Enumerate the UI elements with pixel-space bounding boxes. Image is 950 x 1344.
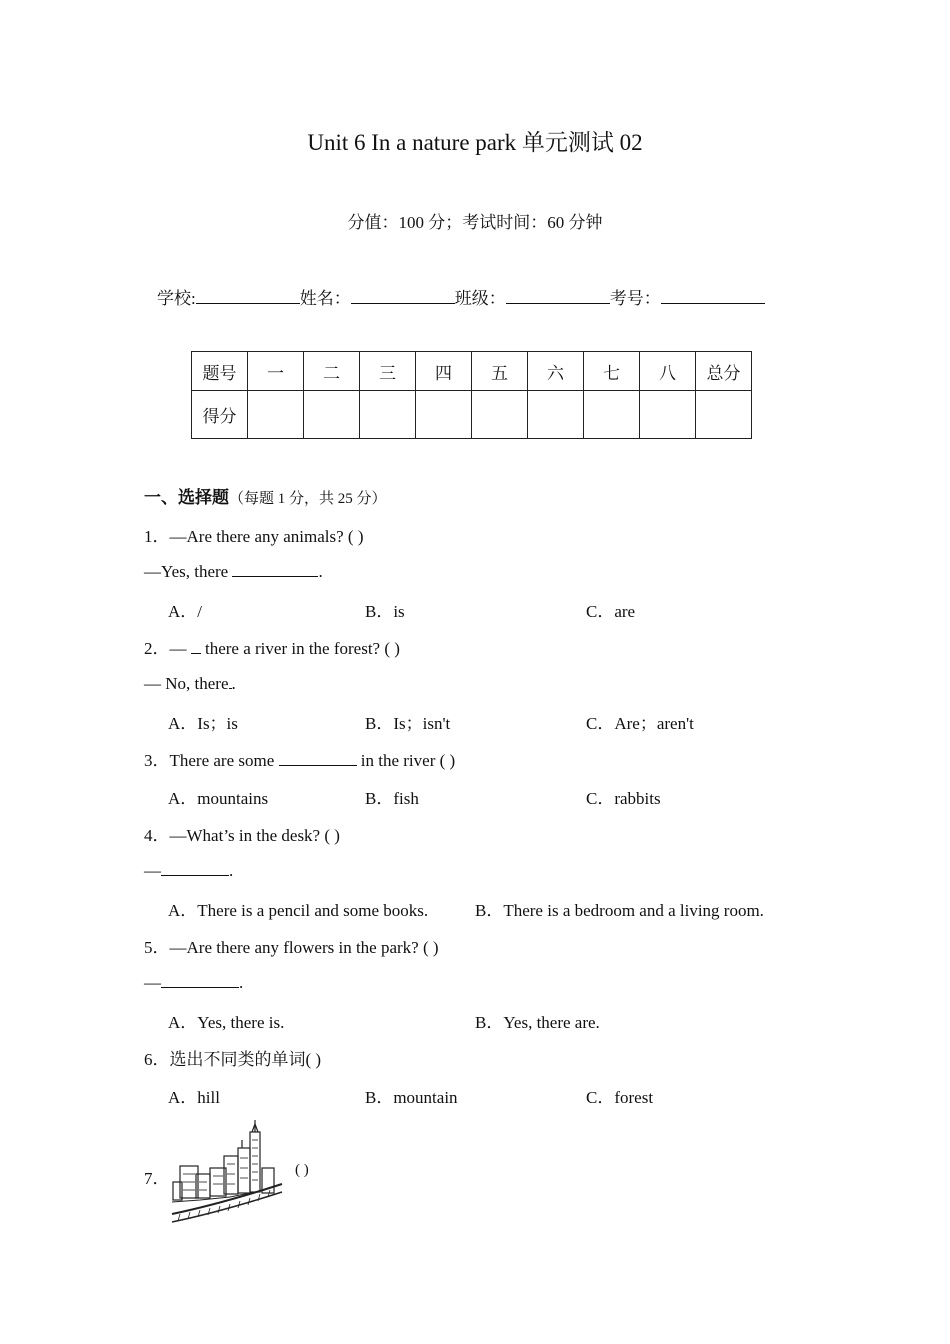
q2-stem-suffix: there a river in the forest? ( )	[200, 639, 400, 658]
q1-stem: 1．—Are there any animals? ( )	[144, 527, 364, 546]
q4-blank[interactable]	[161, 859, 229, 876]
score-header: 得分	[192, 391, 248, 439]
score-cell[interactable]	[472, 391, 528, 439]
score-cell[interactable]	[696, 391, 752, 439]
col-header: 四	[416, 352, 472, 391]
q4-answer-line	[144, 859, 233, 881]
q3-option-c[interactable]: C．rabbits	[586, 789, 661, 808]
col-header: 八	[640, 352, 696, 391]
q1-line-suffix: .	[318, 562, 323, 581]
score-table	[191, 351, 752, 439]
col-header: 总分	[696, 352, 752, 391]
score-cell[interactable]	[416, 391, 472, 439]
q1-option-c[interactable]: C．are	[586, 602, 636, 621]
q2-line-suffix: .	[231, 674, 236, 693]
q2-stem-prefix: 2．—	[144, 639, 191, 658]
school-label: 学校:	[157, 289, 196, 308]
q1-option-a[interactable]: A．/	[168, 602, 202, 621]
exam-subtitle: 分值：100 分；考试时间：60 分钟	[347, 213, 603, 232]
q5-blank[interactable]	[161, 971, 239, 988]
name-blank[interactable]	[351, 287, 455, 304]
q3-option-b[interactable]: B．fish	[365, 789, 419, 808]
q5-option-b[interactable]: B．Yes, there are.	[475, 1013, 600, 1032]
q4-option-a[interactable]: A．There is a pencil and some books.	[168, 901, 429, 920]
q4-option-b[interactable]: B．There is a bedroom and a living room.	[475, 901, 764, 920]
exam-no-blank[interactable]	[661, 287, 765, 304]
class-blank[interactable]	[506, 287, 610, 304]
score-cell[interactable]	[640, 391, 696, 439]
q2-option-c[interactable]: C．Are；aren't	[586, 714, 694, 733]
section-note: （每题 1 分，共 25 分）	[229, 491, 387, 507]
q5-line-suffix: .	[239, 973, 244, 992]
q3-stem-prefix: 3．There are some	[144, 751, 279, 770]
q3-stem	[144, 746, 455, 771]
col-header: 三	[360, 352, 416, 391]
q6-option-c[interactable]: C．forest	[586, 1088, 654, 1107]
score-cell[interactable]	[528, 391, 584, 439]
q2-blank-1[interactable]	[191, 637, 201, 654]
score-cell[interactable]	[304, 391, 360, 439]
col-header: 五	[472, 352, 528, 391]
city-skyline-illustration	[170, 1118, 285, 1226]
q7-answer-paren[interactable]: ( )	[295, 1162, 309, 1178]
name-label: 姓名：	[299, 289, 351, 308]
score-table-header-row	[192, 352, 752, 391]
city-skyline-icon	[170, 1118, 285, 1226]
col-header: 六	[528, 352, 584, 391]
q3-option-a[interactable]: A．mountains	[168, 789, 269, 808]
score-cell[interactable]	[248, 391, 304, 439]
q4-line-prefix: —	[144, 861, 161, 880]
score-cell[interactable]	[584, 391, 640, 439]
exam-no-label: 考号：	[609, 289, 661, 308]
q1-blank[interactable]	[232, 560, 318, 577]
q6-stem: 6．选出不同类的单词( )	[144, 1050, 322, 1069]
q4-line-suffix: .	[229, 861, 234, 880]
q5-option-a[interactable]: A．Yes, there is.	[168, 1013, 285, 1032]
q7-number: 7．	[144, 1169, 170, 1188]
q5-stem: 5．—Are there any flowers in the park? ( )	[144, 938, 439, 957]
q2-option-b[interactable]: B．Is；isn't	[365, 714, 451, 733]
q3-blank[interactable]	[279, 749, 357, 766]
q4-stem: 4．—What’s in the desk? ( )	[144, 826, 340, 845]
q1-answer-line	[144, 560, 323, 582]
q5-answer-line	[144, 971, 243, 993]
q6-option-b[interactable]: B．mountain	[365, 1088, 458, 1107]
q6-option-a[interactable]: A．hill	[168, 1088, 220, 1107]
q2-line-prefix: — No, there	[144, 674, 229, 693]
section-title: 一、选择题	[144, 488, 229, 507]
col-header: 七	[584, 352, 640, 391]
q1-line-prefix: —Yes, there	[144, 562, 233, 581]
student-info-line	[157, 284, 765, 309]
q2-stem	[144, 634, 400, 659]
q2-option-a[interactable]: A．Is；is	[168, 714, 238, 733]
q5-line-prefix: —	[144, 973, 161, 992]
class-label: 班级：	[454, 289, 506, 308]
section-heading	[144, 483, 387, 508]
q3-stem-suffix: in the river ( )	[356, 751, 456, 770]
school-blank[interactable]	[196, 287, 300, 304]
score-cell[interactable]	[360, 391, 416, 439]
col-header: 一	[248, 352, 304, 391]
q2-answer-line	[144, 672, 236, 694]
score-table-score-row	[192, 391, 752, 439]
page-title: Unit 6 In a nature park 单元测试 02	[307, 130, 643, 155]
col-header: 二	[304, 352, 360, 391]
question-number-header: 题号	[192, 352, 248, 391]
q1-option-b[interactable]: B．is	[365, 602, 405, 621]
